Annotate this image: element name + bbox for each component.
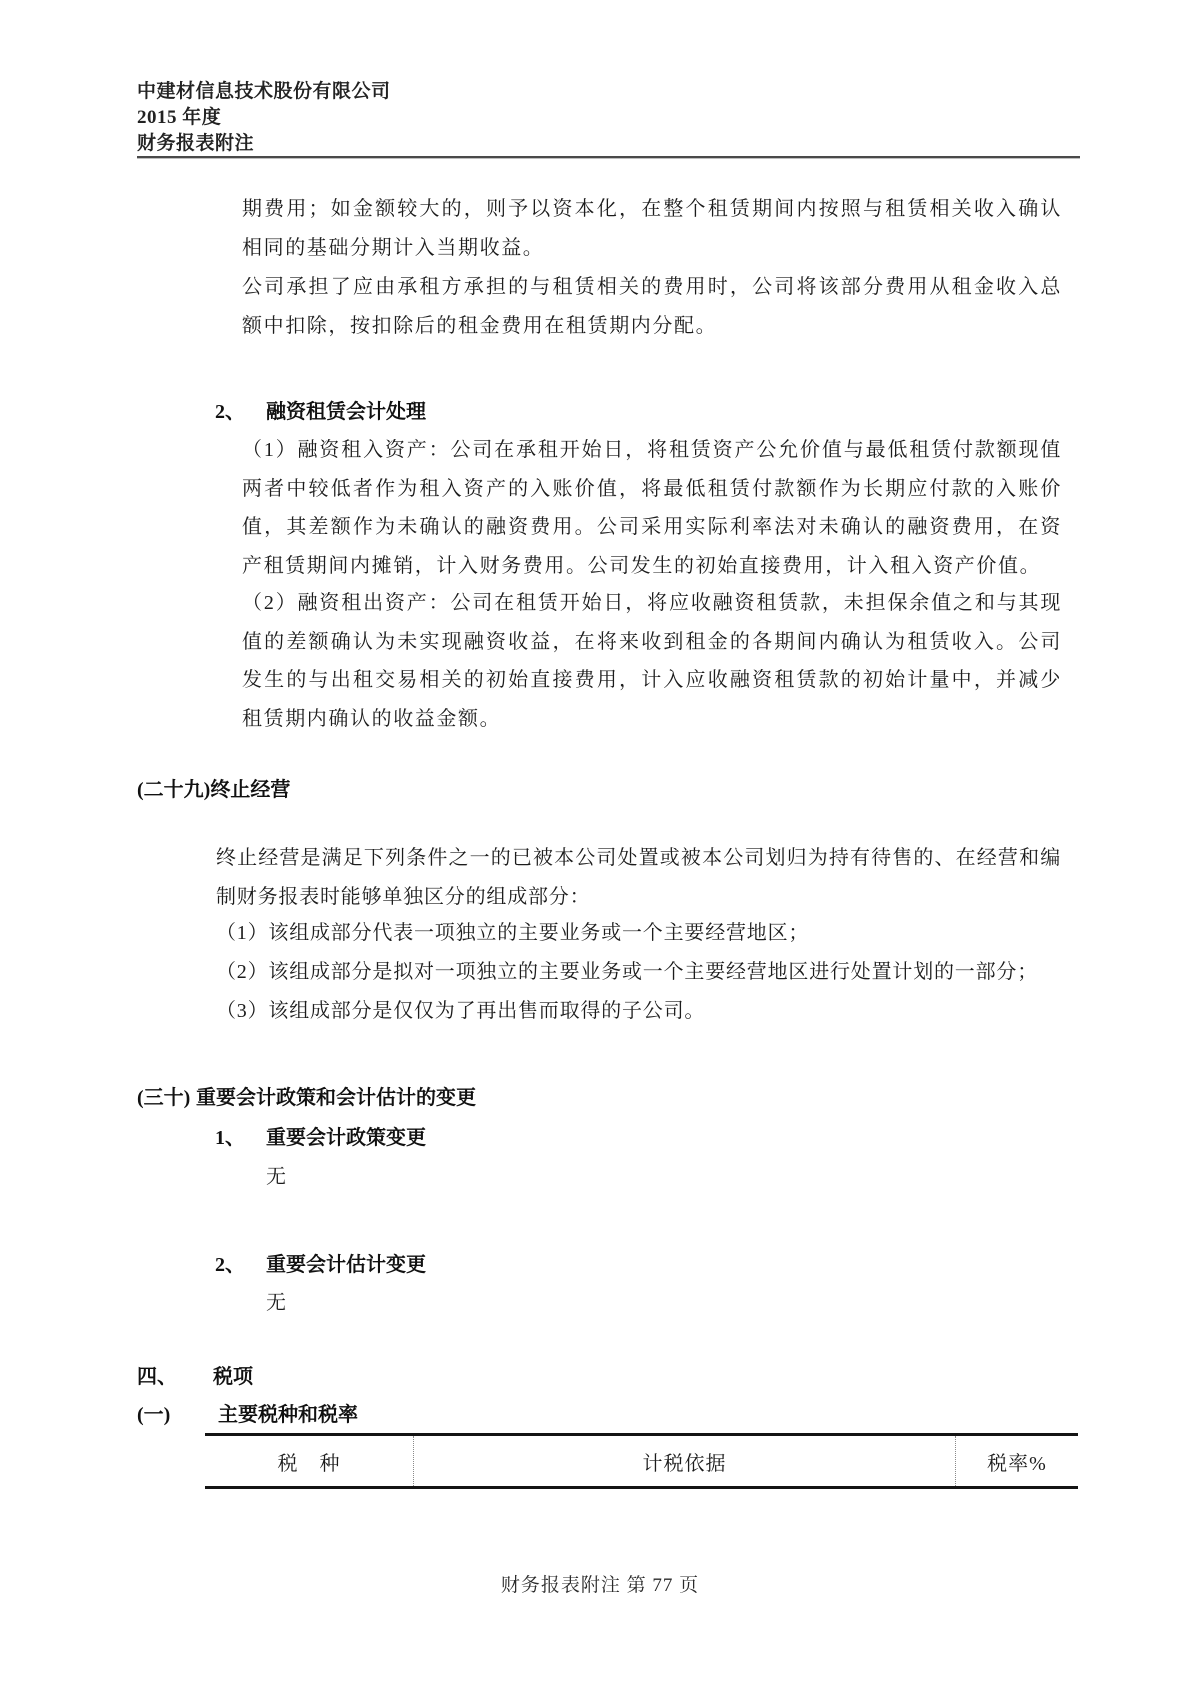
heading-title: 重要会计政策和会计估计的变更 [196, 1087, 476, 1109]
heading-title: 重要会计估计变更 [266, 1254, 426, 1276]
tax-table-header-tax-rate: 税率% [955, 1436, 1078, 1486]
heading-tax-types [137, 1401, 358, 1429]
header-doc-title: 财务报表附注 [137, 133, 255, 154]
heading-estimate-change [215, 1251, 426, 1279]
page-footer: 财务报表附注 第 77 页 [500, 1575, 700, 1596]
heading-title: 融资租赁会计处理 [266, 401, 426, 423]
list-item-2: （2）该组成部分是拟对一项独立的主要业务或一个主要经营地区进行处置计划的一部分； [216, 961, 1038, 983]
header-period: 2015 年度 [137, 107, 222, 128]
heading-section-30 [137, 1084, 476, 1112]
policy-change-value: 无 [266, 1166, 286, 1188]
paragraph-section-29-intro: 终止经营是满足下列条件之一的已被本公司处置或被本公司划归为持有待售的、在经营和编制财务报表时能够单独区分的组成部分： [216, 847, 1061, 908]
paragraph-lease-2: 公司承担了应由承租方承担的与租赁相关的费用时，公司将该部分费用从租金收入总额中扣除，按扣除后的租金费用在租赁期内分配。 [242, 276, 1062, 337]
tax-table [205, 1433, 1078, 1489]
heading-number: 2、 [215, 1254, 245, 1276]
heading-title: 税项 [213, 1366, 253, 1388]
heading-number: 1、 [215, 1127, 245, 1149]
heading-number: (二十九) [137, 779, 211, 801]
page-header [137, 79, 391, 157]
paragraph-lease-1: 期费用；如金额较大的，则予以资本化，在整个租赁期间内按照与租赁相关收入确认相同的基础分期计入当期收益。 [242, 198, 1062, 259]
heading-title: 重要会计政策变更 [266, 1127, 426, 1149]
header-company: 中建材信息技术股份有限公司 [137, 81, 391, 102]
heading-finance-lease [215, 398, 426, 426]
heading-number: (一) [137, 1404, 171, 1426]
heading-number: 2、 [215, 401, 245, 423]
list-item-1: （1）该组成部分代表一项独立的主要业务或一个主要经营地区； [216, 922, 810, 944]
paragraph-finance-lease-2: （2）融资租出资产：公司在租赁开始日，将应收融资租赁款，未担保余值之和与其现值的差额确认为未实现融资收益，在将来收到租金的各期间内确认为租赁收入。公司发生的与出租交易相关的初始直接费用，计入应收融资租赁款的初始计量中，并减少租赁期内确认的收益金额。 [242, 592, 1062, 730]
heading-number: 四、 [137, 1366, 177, 1388]
heading-section-29 [137, 776, 290, 804]
estimate-change-value: 无 [266, 1292, 286, 1314]
list-item-3: （3）该组成部分是仅仅为了再出售而取得的子公司。 [216, 1000, 706, 1022]
heading-section-tax [137, 1363, 253, 1391]
heading-number: (三十) [137, 1087, 191, 1109]
heading-title: 主要税种和税率 [218, 1404, 358, 1426]
heading-title: 终止经营 [210, 779, 291, 801]
tax-table-header-tax-basis: 计税依据 [413, 1436, 955, 1486]
heading-policy-change [215, 1124, 426, 1152]
paragraph-finance-lease-1: （1）融资租入资产：公司在承租开始日，将租赁资产公允价值与最低租赁付款额现值两者中较低者作为租入资产的入账价值，将最低租赁付款额作为长期应付款的入账价值，其差额作为未确认的融资费用。公司采用实际利率法对未确认的融资费用，在资产租赁期间内摊销，计入财务费用。公司发生的初始直接费用，计入租入资产价值。 [242, 439, 1062, 577]
tax-table-header-tax-type: 税 种 [277, 1452, 341, 1475]
header-rule [137, 156, 1080, 159]
